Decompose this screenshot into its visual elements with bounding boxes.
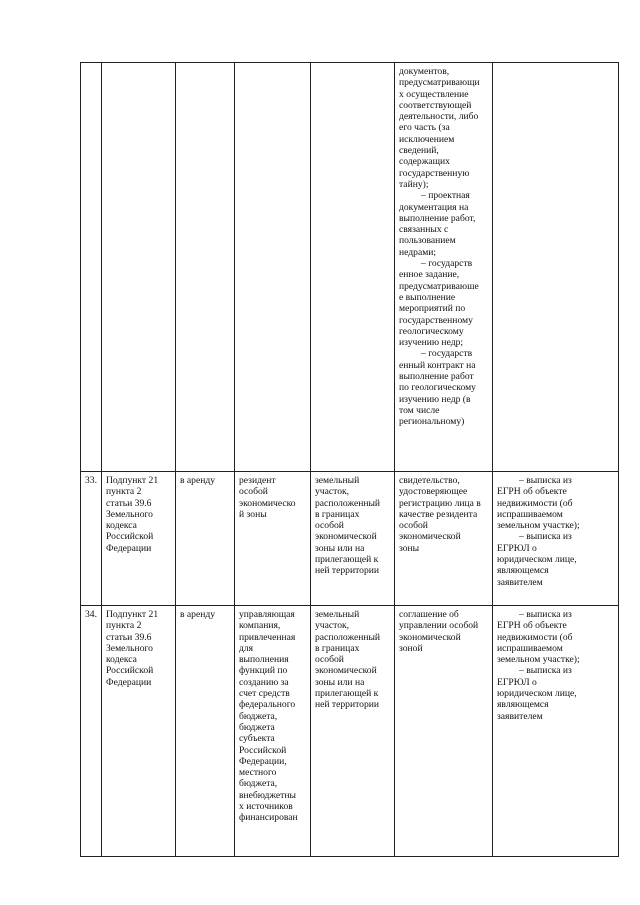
legal-basis-cell	[102, 472, 176, 606]
applicant-documents-cell	[395, 472, 493, 606]
cell-text-line: экономической	[315, 665, 377, 677]
cell-text-line: соответствующей	[399, 99, 472, 111]
cell-text-line: пункта 2	[106, 620, 142, 632]
cell-text-line: – выписка из	[519, 531, 572, 543]
cell-text-line: ней территории	[315, 565, 380, 577]
cell-text-line: й зоны	[239, 508, 267, 520]
cell-text-line: кодекса	[106, 654, 137, 666]
cell-text-line: изучению недр;	[399, 337, 464, 349]
cell-text-line: ЕГРН об объекте	[497, 620, 567, 632]
requested-documents-cell	[493, 63, 619, 472]
cell-text-line: енное задание,	[399, 269, 460, 281]
cell-text-line: субъекта	[239, 733, 275, 745]
cell-text-line: сведений,	[399, 145, 439, 157]
cell-text-line: зоны или на	[315, 676, 365, 688]
cell-text-line: х источников	[239, 801, 293, 813]
cell-text-line: региональному)	[399, 416, 465, 428]
cell-text-line: статьи 39.6	[106, 631, 152, 643]
cell-text-line: управляющая	[239, 609, 295, 620]
land-plot-cell	[311, 472, 395, 606]
cell-text-line: недвижимости (об	[497, 497, 573, 509]
cell-text-line: геологическому	[399, 325, 464, 337]
requested-documents-cell	[493, 606, 619, 857]
cell-text-line: – государств	[421, 258, 473, 270]
cell-text-line: – выписка из	[519, 475, 572, 486]
cell-text-line: Федерации,	[239, 755, 287, 767]
cell-text-line: созданию за	[239, 676, 289, 688]
cell-text-line: недвижимости (об	[497, 631, 573, 643]
cell-text-line: управлении особой	[399, 620, 479, 632]
cell-text-line: заявителем	[497, 576, 543, 588]
cell-text-line: зоны	[399, 542, 420, 554]
table-row	[81, 63, 619, 472]
cell-text-line: юридическом лице,	[497, 554, 577, 566]
cell-text-line: зоны или на	[315, 542, 365, 554]
provision-form-cell	[176, 606, 235, 857]
applicant-cell	[235, 606, 311, 857]
cell-text-line: земельном участке);	[497, 520, 580, 532]
cell-text-line: мероприятий по	[399, 303, 466, 315]
cell-text-line: местного	[239, 767, 277, 779]
legal-basis-cell	[102, 606, 176, 857]
provision-form-cell	[176, 472, 235, 606]
cell-text-line: особой	[239, 486, 268, 498]
cell-text-line: качестве резидента	[399, 508, 478, 520]
cell-text-line: финансирован	[239, 812, 298, 824]
row-number: 34.	[81, 606, 102, 857]
cell-text-line: зоной	[399, 642, 423, 654]
legal-basis-cell	[102, 63, 176, 472]
cell-text-line: прилегающей к	[315, 688, 379, 700]
cell-text-line: юридическом лице,	[497, 688, 577, 700]
cell-text-line: – выписка из	[519, 609, 572, 620]
cell-text-line: соглашение об	[399, 609, 459, 620]
cell-text-line: деятельности, либо	[399, 111, 479, 123]
land-plot-cell	[311, 606, 395, 857]
cell-text-line: енный контракт на	[399, 359, 476, 371]
cell-text-line: расположенный	[315, 497, 381, 509]
cell-text-line: Российской	[239, 744, 287, 756]
cell-text-line: регистрацию лица в	[399, 497, 481, 509]
cell-text-line: компания,	[239, 620, 281, 632]
cell-text-line: земельный	[315, 475, 360, 486]
cell-text-line: ЕГРЮЛ о	[497, 676, 537, 688]
row-number: 33.	[81, 472, 102, 606]
cell-text-line: – государств	[421, 348, 473, 360]
cell-text-line: ней территории	[315, 699, 380, 711]
cell-text-line: кодекса	[106, 520, 137, 532]
cell-text-line: Федерации	[106, 676, 152, 688]
requested-documents-cell	[493, 472, 619, 606]
cell-text-line: Федерации	[106, 542, 152, 554]
cell-text-line: участок,	[315, 486, 350, 498]
cell-text-line: экономическо	[239, 497, 296, 509]
applicant-cell	[235, 63, 311, 472]
provision-form-cell	[176, 63, 235, 472]
cell-text-line: по геологическому	[399, 382, 476, 394]
cell-text-line: свидетельство,	[399, 475, 460, 486]
cell-text-line: выполнение работ,	[399, 212, 476, 224]
cell-text-line: являющемся	[497, 699, 549, 711]
cell-text-line: земельном участке);	[497, 654, 580, 666]
cell-text-line: удостоверяющее	[399, 486, 468, 498]
cell-text-line: особой	[315, 520, 344, 532]
cell-text-line: пункта 2	[106, 486, 142, 498]
cell-text-line: экономической	[399, 631, 461, 643]
cell-text-line: счет средств	[239, 688, 290, 700]
cell-text-line: Подпункт 21	[106, 609, 159, 620]
cell-text-line: в аренду	[180, 609, 216, 620]
cell-text-line: земельный	[315, 609, 360, 620]
cell-text-line: в границах	[315, 508, 360, 520]
cell-text-line: в границах	[315, 642, 360, 654]
cell-text-line: прилегающей к	[315, 554, 379, 566]
applicant-documents-cell	[395, 606, 493, 857]
cell-text-line: предусматриваюше	[399, 280, 479, 292]
cell-text-line: экономической	[315, 531, 377, 543]
cell-text-line: федерального	[239, 699, 296, 711]
cell-text-line: государственному	[399, 314, 473, 326]
cell-text-line: – выписка из	[519, 665, 572, 677]
cell-text-line: ЕГРЮЛ о	[497, 542, 537, 554]
cell-text-line: испрашиваемом	[497, 642, 563, 654]
cell-text-line: привлеченная	[239, 631, 296, 643]
table-row	[81, 472, 619, 606]
applicant-documents-cell	[395, 63, 493, 472]
cell-text-line: особой	[399, 520, 428, 532]
cell-text-line: том числе	[399, 404, 440, 416]
cell-text-line: содержащих	[399, 156, 450, 168]
cell-text-line: расположенный	[315, 631, 381, 643]
cell-text-line: Земельного	[106, 508, 153, 520]
land-plots-table	[80, 62, 619, 857]
row-number	[81, 63, 102, 472]
cell-text-line: экономической	[399, 531, 461, 543]
cell-text-line: документация на	[399, 201, 469, 213]
cell-text-line: е выполнение	[399, 291, 456, 303]
cell-text-line: Российской	[106, 531, 154, 543]
applicant-cell	[235, 472, 311, 606]
cell-text-line: в аренду	[180, 475, 216, 486]
cell-text-line: государственную	[399, 167, 470, 179]
cell-text-line: бюджета	[239, 721, 275, 733]
cell-text-line: изучению недр (в	[399, 393, 471, 405]
cell-text-line: исключением	[399, 133, 455, 145]
cell-text-line: Подпункт 21	[106, 475, 159, 486]
cell-text-line: его часть (за	[399, 122, 450, 134]
cell-text-line: х осуществление	[399, 88, 469, 100]
table-row	[81, 606, 619, 857]
cell-text-line: бюджета,	[239, 778, 278, 790]
cell-text-line: внебюджетны	[239, 789, 296, 801]
cell-text-line: тайну);	[399, 178, 429, 190]
cell-text-line: пользованием	[399, 235, 456, 247]
cell-text-line: предусматривающи	[399, 77, 480, 89]
cell-text-line: связанных с	[399, 224, 449, 236]
cell-text-line: выполнение работ	[399, 371, 474, 383]
cell-text-line: выполнения	[239, 654, 289, 666]
cell-text-line: участок,	[315, 620, 350, 632]
cell-text-line: документов,	[399, 66, 450, 77]
cell-text-line: для	[239, 642, 254, 654]
cell-text-line: недрами;	[399, 246, 437, 258]
cell-text-line: резидент	[239, 475, 276, 486]
cell-text-line: особой	[315, 654, 344, 666]
cell-text-line: бюджета,	[239, 710, 278, 722]
land-plot-cell	[311, 63, 395, 472]
cell-text-line: Земельного	[106, 642, 153, 654]
cell-text-line: испрашиваемом	[497, 508, 563, 520]
cell-text-line: – проектная	[421, 190, 470, 202]
cell-text-line: заявителем	[497, 710, 543, 722]
cell-text-line: Российской	[106, 665, 154, 677]
cell-text-line: ЕГРН об объекте	[497, 486, 567, 498]
cell-text-line: статьи 39.6	[106, 497, 152, 509]
cell-text-line: являющемся	[497, 565, 549, 577]
cell-text-line: функций по	[239, 665, 288, 677]
